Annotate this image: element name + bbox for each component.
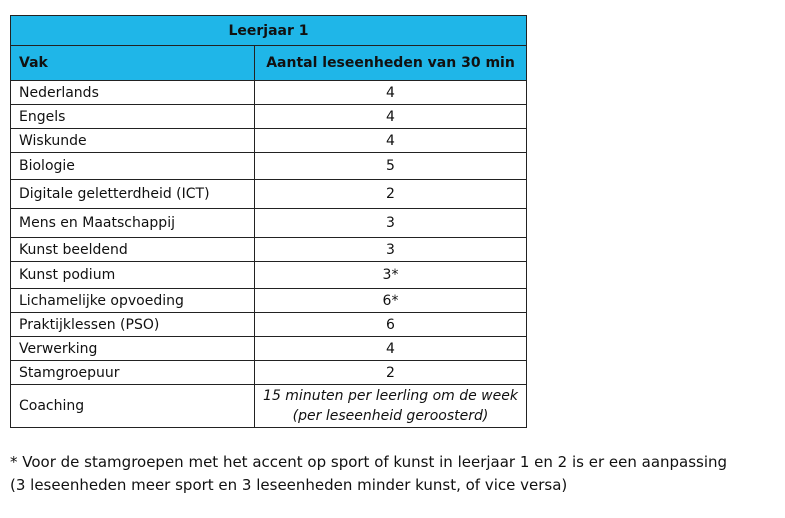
table-row — [11, 361, 527, 385]
cell-vak: Engels — [11, 105, 255, 129]
cell-aantal: 2 — [255, 180, 527, 209]
table-row — [11, 105, 527, 129]
table-row — [11, 262, 527, 289]
header-vak: Vak — [11, 46, 255, 81]
cell-aantal: 4 — [255, 81, 527, 105]
coaching-line-2: (per leseenheid geroosterd) — [292, 408, 489, 424]
cell-vak: Stamgroepuur — [11, 361, 255, 385]
cell-aantal: 2 — [255, 361, 527, 385]
cell-aantal: 4 — [255, 337, 527, 361]
table-row — [11, 238, 527, 262]
cell-aantal: 6 — [255, 313, 527, 337]
table-row — [11, 81, 527, 105]
cell-aantal: 6* — [255, 289, 527, 313]
cell-vak: Verwerking — [11, 337, 255, 361]
table-row — [11, 313, 527, 337]
cell-vak: Wiskunde — [11, 129, 255, 153]
footnote-line-1: * Voor de stamgroepen met het accent op sport of kunst in leerjaar 1 en 2 is er een aanpassing — [10, 453, 728, 471]
cell-aantal: 3 — [255, 209, 527, 238]
cell-vak: Biologie — [11, 153, 255, 180]
cell-aantal: 4 — [255, 105, 527, 129]
table-row — [11, 209, 527, 238]
footnote-line-2: (3 leseenheden meer sport en 3 leseenheden minder kunst, of vice versa) — [10, 476, 568, 494]
lesson-table — [10, 15, 527, 428]
table-row — [11, 337, 527, 361]
table-row — [11, 129, 527, 153]
cell-vak: Digitale geletterdheid (ICT) — [11, 180, 255, 209]
table-row — [11, 153, 527, 180]
cell-aantal: 4 — [255, 129, 527, 153]
cell-vak: Kunst podium — [11, 262, 255, 289]
cell-vak: Praktijklessen (PSO) — [11, 313, 255, 337]
table-caption: Leerjaar 1 — [11, 16, 527, 46]
coaching-line-1: 15 minuten per leerling om de week — [263, 388, 518, 404]
cell-aantal: 3* — [255, 262, 527, 289]
cell-aantal: 5 — [255, 153, 527, 180]
table-caption-row — [11, 16, 527, 46]
table-row-coaching — [11, 385, 527, 428]
table-header-row — [11, 46, 527, 81]
cell-vak: Mens en Maatschappij — [11, 209, 255, 238]
cell-vak-coaching: Coaching — [11, 385, 255, 428]
cell-aantal-coaching — [255, 385, 527, 428]
header-aantal: Aantal leseenheden van 30 min — [255, 46, 527, 81]
cell-vak: Kunst beeldend — [11, 238, 255, 262]
footnote — [10, 451, 780, 497]
cell-vak: Nederlands — [11, 81, 255, 105]
table-row — [11, 289, 527, 313]
table-row — [11, 180, 527, 209]
cell-aantal: 3 — [255, 238, 527, 262]
cell-vak: Lichamelijke opvoeding — [11, 289, 255, 313]
lesson-table-container — [10, 15, 526, 428]
